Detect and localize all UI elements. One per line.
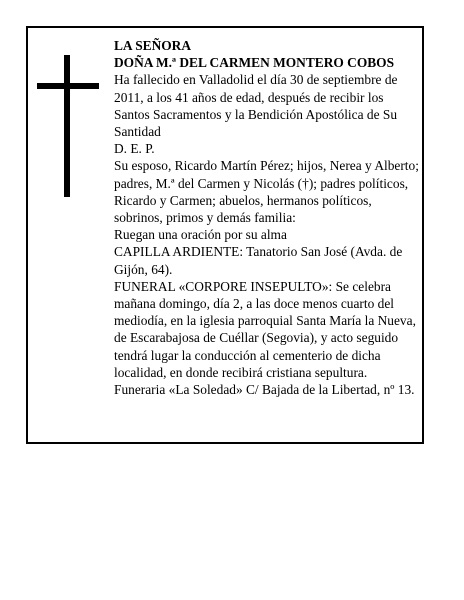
death-notice: Ha fallecido en Valladolid el día 30 de septiembre de 2011, a los 41 años de edad, después de recibir los Santos Sacramentos y la Bendición Apostólica de Su Santidad — [114, 72, 398, 140]
deceased-name: DOÑA M.ª DEL CARMEN MONTERO COBOS — [114, 55, 395, 71]
cross-icon — [37, 55, 99, 197]
obituary-title: LA SEÑORA — [114, 38, 192, 53]
funeral-home-info: Funeraria «La Soledad» C/ Bajada de la Libertad, nº 13. — [114, 382, 415, 398]
obituary-text — [114, 37, 420, 398]
rip-text: D. E. P. — [114, 141, 155, 157]
cross-vertical-bar — [64, 55, 70, 197]
cross-horizontal-bar — [37, 83, 99, 89]
chapel-info: CAPILLA ARDIENTE: Tanatorio San José (Avda. de Gijón, 64). — [114, 244, 403, 277]
funeral-info: FUNERAL «CORPORE INSEPULTO»: Se celebra mañana domingo, día 2, a las doce menos cuarto del mediodía, en la iglesia parroquial Santa María la Nueva, de Escarabajosa de Cuéllar (Segovia), y acto seguido tendrá lugar la conducción al cementerio de dicha localidad, en donde recibirá cristiana sepultura. — [114, 278, 416, 380]
family-list: Su esposo, Ricardo Martín Pérez; hijos, Nerea y Alberto; padres, M.ª del Carmen y Nicolás (†); padres políticos, Ricardo y Carmen; abuelos, hermanos políticos, sobrinos, primos y demás familia: — [114, 158, 419, 226]
prayer-request: Ruegan una oración por su alma — [114, 227, 287, 243]
